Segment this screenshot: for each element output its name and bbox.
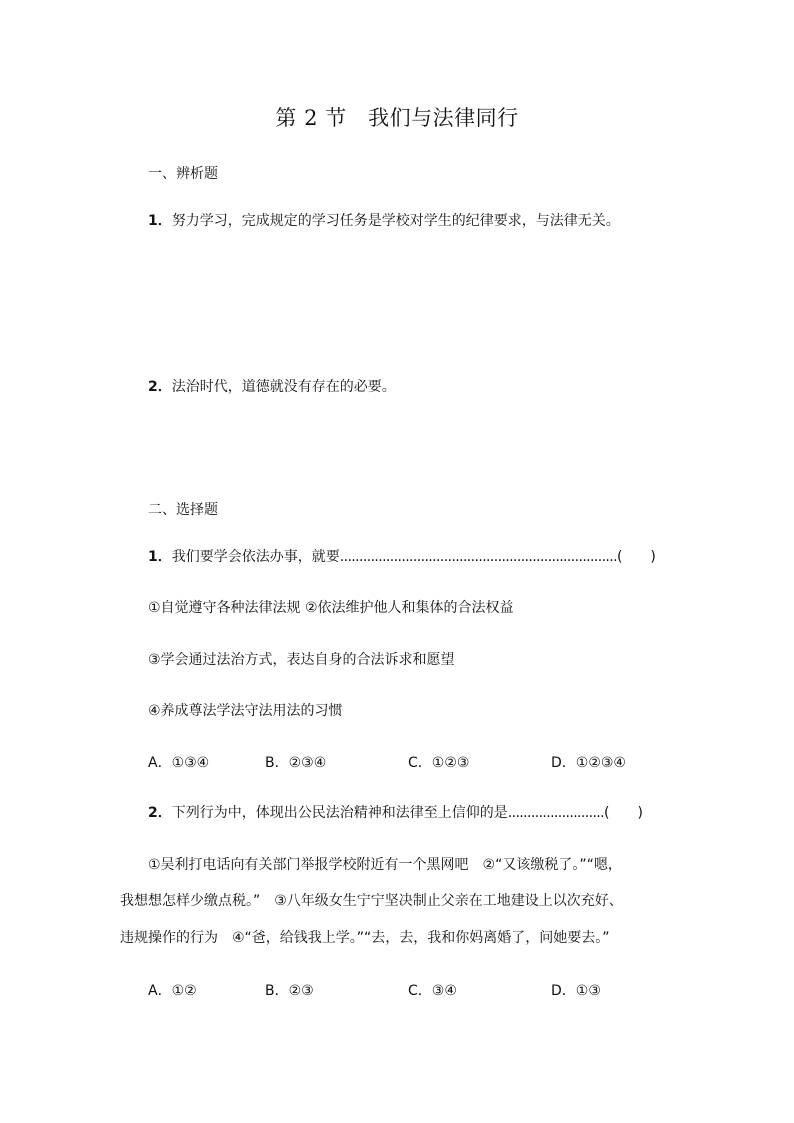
- answer-parenthesis: ( ): [616, 549, 656, 565]
- choice-question-1: [148, 547, 656, 567]
- dot-leader: ........................................................................: [339, 549, 617, 565]
- choice-q1-option-a: A．①③④: [148, 755, 210, 771]
- question-text: 法治时代，道德就没有存在的必要。: [171, 379, 396, 395]
- question-number: 1．: [148, 549, 172, 565]
- choice-q1-item-3: ④养成尊法学法守法用法的习惯: [148, 703, 343, 719]
- choice-q1-option-b: B．②③④: [265, 755, 327, 771]
- choice-q1-item-1: ①自觉遵守各种法律法规 ②依法维护他人和集体的合法权益: [148, 600, 514, 616]
- answer-parenthesis: ( ): [604, 805, 643, 821]
- choice-q2-option-b: B．②③: [265, 983, 314, 999]
- question-number: 2．: [148, 379, 172, 395]
- choice-q1-option-c: C．①②③: [408, 755, 470, 771]
- choice-q2-line-1: ①吴利打电话向有关部门举报学校附近有一个黑网吧 ②“又该缴税了。”“嗯，: [148, 857, 622, 873]
- analysis-question-2: [148, 377, 396, 397]
- question-text: 努力学习，完成规定的学习任务是学校对学生的纪律要求，与法律无关。: [171, 213, 620, 229]
- question-number: 2．: [148, 805, 172, 821]
- question-text: 我们要学会依法办事，就要: [171, 549, 340, 565]
- section-heading-choice: 二、选择题: [148, 502, 218, 518]
- choice-q2-option-d: D．①③: [551, 983, 601, 999]
- choice-q1-item-2: ③学会通过法治方式，表达自身的合法诉求和愿望: [148, 652, 455, 668]
- choice-q2-line-2: 我想想怎样少缴点税。” ③八年级女生宁宁坚决制止父亲在工地建设上以次充好、: [120, 893, 623, 909]
- choice-q2-line-3: 违规操作的行为 ④“爸，给钱我上学。”“去，去，我和你妈离婚了，问她要去。”: [120, 930, 610, 946]
- page-title: 第 2 节 我们与法律同行: [275, 106, 519, 130]
- choice-q2-option-c: C．③④: [408, 983, 457, 999]
- question-number: 1．: [148, 213, 172, 229]
- dot-leader: .........................: [507, 805, 605, 821]
- question-text: 下列行为中，体现出公民法治精神和法律至上信仰的是: [171, 805, 508, 821]
- analysis-question-1: [148, 211, 620, 231]
- choice-q1-option-d: D．①②③④: [551, 755, 626, 771]
- choice-question-2: [148, 803, 643, 823]
- section-heading-analysis: 一、辨析题: [148, 166, 218, 182]
- choice-q2-option-a: A．①②: [148, 983, 197, 999]
